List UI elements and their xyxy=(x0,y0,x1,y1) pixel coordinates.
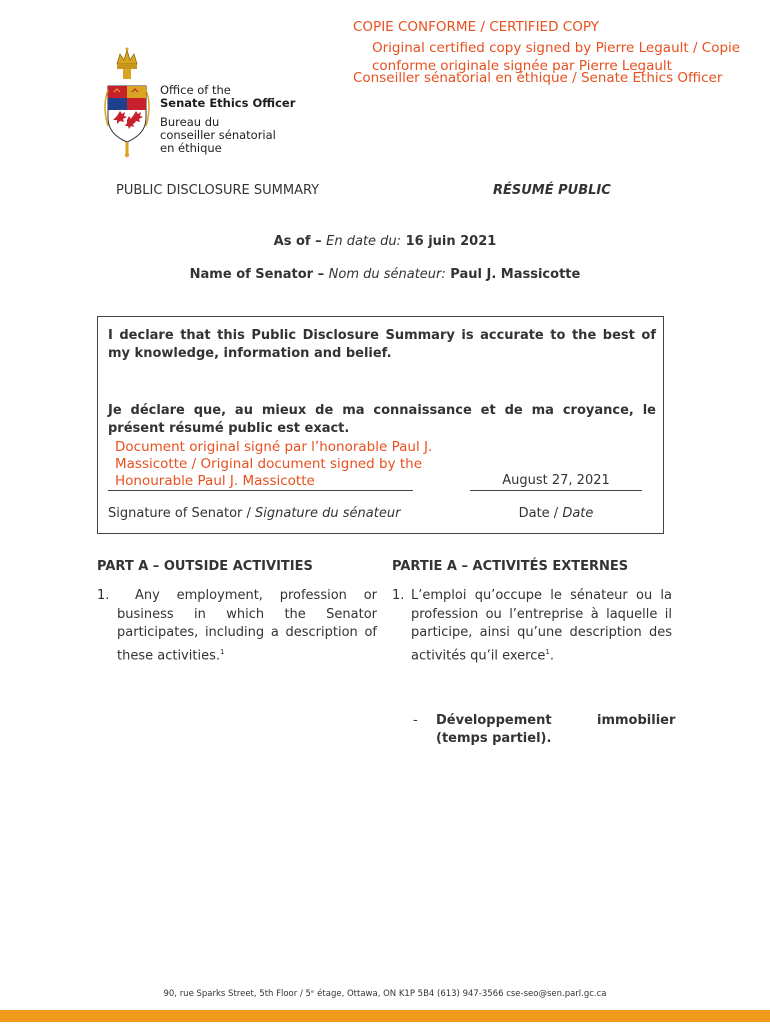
certified-copy-title: COPIE CONFORME / CERTIFIED COPY xyxy=(353,19,599,35)
signed-note xyxy=(115,439,432,490)
item-number-en: 1. xyxy=(97,588,110,603)
senate-crest-icon xyxy=(102,46,152,158)
part-a-title-en: PART A – OUTSIDE ACTIVITIES xyxy=(97,559,313,574)
entry-dash: - xyxy=(413,713,418,728)
entry-word-2: immobilier xyxy=(597,713,676,728)
signature-label xyxy=(108,505,400,524)
office-fr-line-3: en éthique xyxy=(160,141,222,155)
footer-address: 90, rue Sparks Street, 5th Floor / 5ᵉ étage, Ottawa, ON K1P 5B4 (613) 947-3566 cse-seo@sen.parl.gc.ca xyxy=(163,989,607,999)
office-en-line-2: Senate Ethics Officer xyxy=(160,96,296,110)
certified-copy-line-3: Conseiller sénatorial en éthique / Senate Ethics Officer xyxy=(353,70,723,86)
entry-line-2: (temps partiel). xyxy=(436,731,552,746)
entry-word-1: Développement xyxy=(436,713,552,728)
senator-label-fr: Nom du sénateur: xyxy=(328,267,446,282)
signed-note-line-2: Massicotte / Original document signed by the xyxy=(115,456,423,472)
signature-label-en: Signature of Senator / xyxy=(108,506,256,521)
office-fr-line-2: conseiller sénatorial xyxy=(160,128,276,142)
item-number-fr: 1. xyxy=(392,588,405,603)
header-right: RÉSUMÉ PUBLIC xyxy=(493,183,611,198)
as-of-label-fr: En date du: xyxy=(326,234,402,249)
office-name xyxy=(160,84,295,155)
signature-label-fr: Signature du sénateur xyxy=(255,506,401,521)
signed-note-line-3: Honourable Paul J. Massicotte xyxy=(115,473,315,489)
senator-value: Paul J. Massicotte xyxy=(445,267,581,282)
header-left: PUBLIC DISCLOSURE SUMMARY xyxy=(116,183,320,198)
as-of-label: As of – xyxy=(273,234,327,249)
office-fr-line-1: Bureau du xyxy=(160,115,220,129)
senator-label: Name of Senator – xyxy=(189,267,329,282)
footnote-mark-fr: 1 xyxy=(545,647,550,656)
as-of-value: 16 juin 2021 xyxy=(401,234,497,249)
item-text-en-body: Any employment, profession or business in which the Senator participates, including a description of these activities. xyxy=(117,588,377,663)
date-value: August 27, 2021 xyxy=(502,473,610,488)
item-text-fr-body: L’emploi qu’occupe le sénateur ou la profession ou l’entreprise à laquelle il participe, ainsi qu’une description des activités qu’il exerce xyxy=(411,588,672,663)
signed-note-line-1: Document original signé par l’honorable Paul J. xyxy=(115,439,433,455)
item-text-en xyxy=(117,587,377,665)
part-a-title-fr: PARTIE A – ACTIVITÉS EXTERNES xyxy=(392,559,629,574)
certified-copy-line-1: Original certified copy signed by Pierre Legault / Copie xyxy=(372,40,741,56)
senator-line xyxy=(0,267,770,282)
date-label-en: Date / xyxy=(518,506,563,521)
signature-line xyxy=(108,490,413,491)
item-text-fr: L’emploi qu’occupe le sénateur ou la profession ou l’entreprise à laquelle il participe, ainsi qu’une description des activités qu’il exerce$^1$. xyxy=(411,588,672,663)
footnote-mark-en: 1 xyxy=(219,647,225,656)
as-of-line xyxy=(0,234,770,249)
declaration-fr: Je déclare que, au mieux de ma connaissance et de ma croyance, le présent résumé public est exact. xyxy=(108,403,656,436)
date-label xyxy=(470,505,642,524)
declaration-en: I declare that this Public Disclosure Summary is accurate to the best of my knowledge, information and belief. xyxy=(108,328,656,361)
office-en-line-1: Office of the xyxy=(160,83,231,97)
footer-bar xyxy=(0,1010,770,1022)
date-label-fr: Date xyxy=(562,506,594,521)
date-line xyxy=(470,490,642,491)
certified-copy-line-2: conforme originale signée par Pierre Legault xyxy=(372,58,672,74)
